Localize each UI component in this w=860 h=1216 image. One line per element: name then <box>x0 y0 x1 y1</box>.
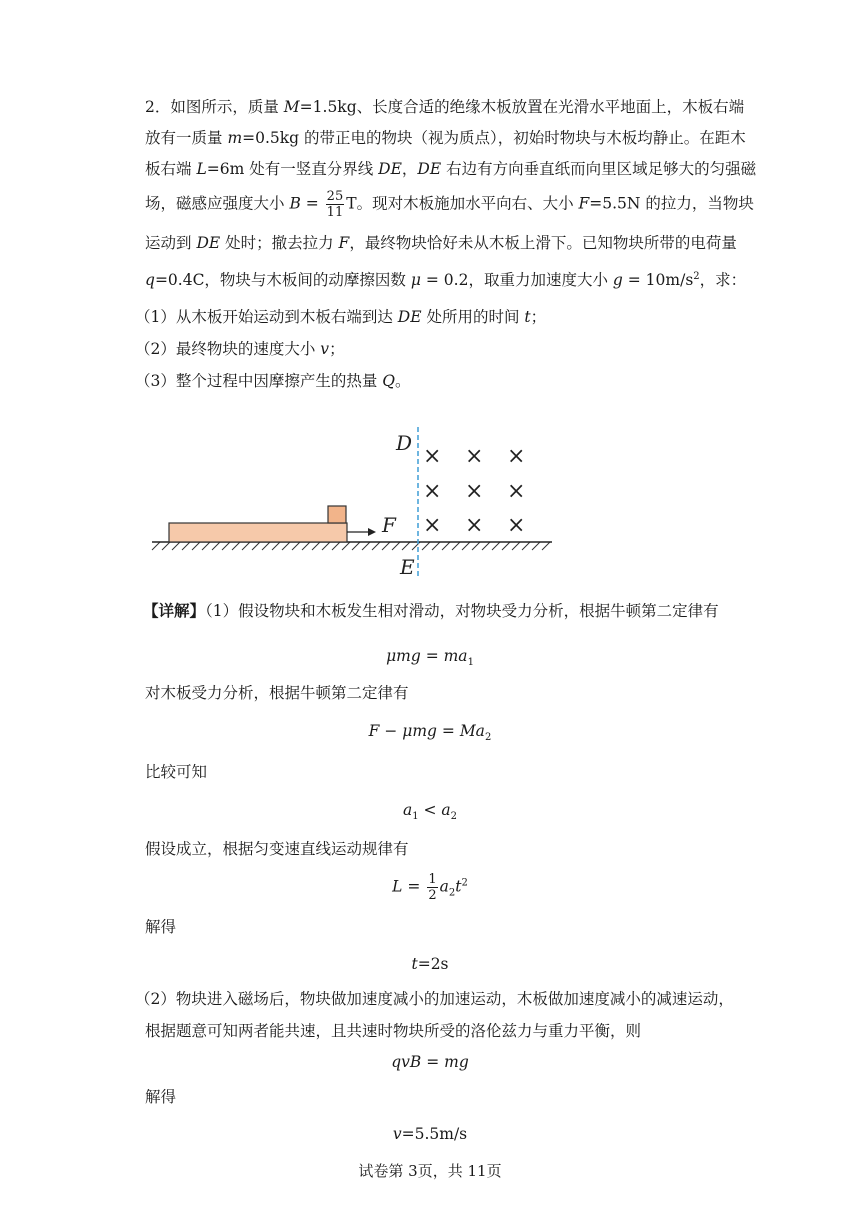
subscript: 2 <box>448 887 456 899</box>
solution-text-4 <box>145 838 409 860</box>
solution-tag: 【详解】 <box>143 601 206 620</box>
var-DE: DE <box>417 160 442 178</box>
var-F: F <box>578 194 590 213</box>
fraction-denominator: 2 <box>428 888 437 903</box>
result-2 <box>0 1123 860 1145</box>
fraction-half <box>427 872 437 903</box>
var-F: F <box>338 234 350 252</box>
subscript: 1 <box>412 811 419 823</box>
subscript: 1 <box>467 657 474 669</box>
var-t: t <box>524 308 531 326</box>
field-cross: × <box>507 479 526 504</box>
text: （2）最终物块的速度大小 <box>135 340 321 358</box>
field-cross: × <box>507 444 526 469</box>
equals-sign: = <box>402 877 426 896</box>
physics-figure <box>0 0 860 600</box>
var-t: t <box>411 955 418 973</box>
label-D: D <box>396 431 413 455</box>
text: =0.4C，物块与木板间的动摩擦因数 <box>154 271 411 290</box>
unit: T <box>346 194 357 213</box>
eq-lhs: qvB <box>391 1053 422 1071</box>
charged-block <box>328 506 346 523</box>
var-v: v <box>320 340 330 358</box>
var-a: a <box>441 801 451 819</box>
equation-3 <box>0 799 860 828</box>
solution-intro <box>143 600 719 622</box>
equals-sign: = <box>420 647 444 665</box>
var-L: L <box>392 877 403 896</box>
field-cross: × <box>465 479 484 504</box>
equation-1 <box>0 645 860 674</box>
fraction-numerator: 1 <box>428 872 437 887</box>
equation-5 <box>0 1051 860 1073</box>
superscript: 2 <box>693 271 700 282</box>
text: 比较可知 <box>145 763 208 781</box>
solution-text-2 <box>145 682 409 704</box>
force-arrow-head <box>368 528 376 536</box>
var-g: g <box>612 271 623 290</box>
result-value: =2s <box>417 955 449 973</box>
var-a: a <box>402 801 413 819</box>
solution-text-6 <box>135 988 734 1010</box>
text: 。 <box>395 372 411 390</box>
var-M: M <box>283 98 300 116</box>
var-DE: DE <box>196 234 221 252</box>
solution-text-7 <box>145 1020 641 1042</box>
var-DE: DE <box>397 308 422 326</box>
text: = 0.2 <box>420 271 469 290</box>
result-value: =5.5m/s <box>401 1125 468 1143</box>
ground-hatching <box>152 542 550 550</box>
equation-4 <box>0 872 860 905</box>
eq-lhs: F − μmg <box>368 722 437 740</box>
text: ， <box>401 160 418 178</box>
result-1 <box>0 953 860 975</box>
eq-lhs: μmg <box>386 647 421 665</box>
equals-sign: = <box>421 1053 445 1071</box>
eq-rhs: ma <box>443 647 468 665</box>
fraction-denominator: 11 <box>326 205 344 220</box>
text: 。现对木板施加水平向右、大小 <box>356 194 579 213</box>
subscript: 2 <box>484 732 492 744</box>
text: 放有一质量 <box>145 129 228 147</box>
page-footer: 试卷第 3页，共 11页 <box>358 1162 502 1180</box>
var-mu: μ <box>410 271 421 290</box>
fraction-numerator: 25 <box>326 189 344 204</box>
text: ，求： <box>699 271 747 290</box>
less-than-sign: < <box>418 801 442 819</box>
equals-sign: = <box>436 722 460 740</box>
solution-text-8 <box>145 1086 176 1108</box>
text: =5.5N 的拉力，当物块 <box>589 194 754 213</box>
text: 运动到 <box>145 234 197 252</box>
field-cross: × <box>465 513 484 538</box>
text: 2．如图所示，质量 <box>145 98 284 116</box>
text: 解得 <box>145 918 177 936</box>
field-cross: × <box>507 513 526 538</box>
text: 右边有方向垂直纸而向里区域足够大的匀强磁 <box>441 160 757 178</box>
text: 对木板受力分析，根据牛顿第二定律有 <box>145 684 409 702</box>
text: （1）假设物块和木板发生相对滑动，对物块受力分析，根据牛顿第二定律有 <box>205 602 719 620</box>
var-m: m <box>227 129 243 147</box>
text: （2）物块进入磁场后，物块做加速度减小的加速运动，木板做加速度减小的减速运动， <box>135 990 734 1008</box>
text: 根据题意可知两者能共速，且共速时物块所受的洛伦兹力与重力平衡，则 <box>145 1022 642 1040</box>
var-L: L <box>196 160 207 178</box>
equation-2 <box>0 720 860 749</box>
var-v: v <box>392 1125 402 1143</box>
label-E: E <box>400 555 415 579</box>
subscript: 2 <box>450 811 458 823</box>
eq-rhs: Ma <box>459 722 485 740</box>
text: ； <box>530 308 547 326</box>
var-a: a <box>439 877 449 896</box>
solution-text-5 <box>145 916 176 938</box>
text: ，最终物块恰好未从木板上滑下。已知物块所带的电荷量 <box>349 234 737 252</box>
text: = 10m/s <box>622 271 694 290</box>
text: =6m 处有一竖直分界线 <box>206 160 379 178</box>
text: ，取重力加速度大小 <box>468 271 613 290</box>
text: 处所用的时间 <box>421 308 525 326</box>
field-cross: × <box>423 513 442 538</box>
text: （3）整个过程中因摩擦产生的热量 <box>135 372 383 390</box>
var-DE: DE <box>378 160 402 178</box>
magnetic-field <box>423 444 525 538</box>
text: 场，磁感应强度大小 <box>145 194 290 213</box>
text: （1）从木板开始运动到木板右端到达 <box>135 308 398 326</box>
var-Q: Q <box>382 372 396 390</box>
wooden-board <box>169 523 347 542</box>
field-cross: × <box>465 444 484 469</box>
field-cross: × <box>423 444 442 469</box>
text: 板右端 <box>145 160 197 178</box>
solution-text-3 <box>145 761 207 783</box>
var-q: q <box>145 271 155 290</box>
text: ； <box>329 340 345 358</box>
var-t: t <box>455 877 462 896</box>
field-cross: × <box>423 479 442 504</box>
var-B: B <box>289 194 301 213</box>
text: 假设成立，根据匀变速直线运动规律有 <box>145 840 409 858</box>
text: =0.5kg 的带正电的物块（视为质点），初始时物块与木板均静止。在距木 <box>242 129 746 147</box>
label-F: F <box>382 513 396 537</box>
eq-rhs: mg <box>444 1053 469 1071</box>
equals-sign: = <box>300 194 324 213</box>
superscript: 2 <box>461 877 468 889</box>
text: 处时；撤去拉力 <box>220 234 339 252</box>
text: 解得 <box>145 1088 177 1106</box>
text: =1.5kg、长度合适的绝缘木板放置在光滑水平地面上，木板右端 <box>299 98 745 116</box>
